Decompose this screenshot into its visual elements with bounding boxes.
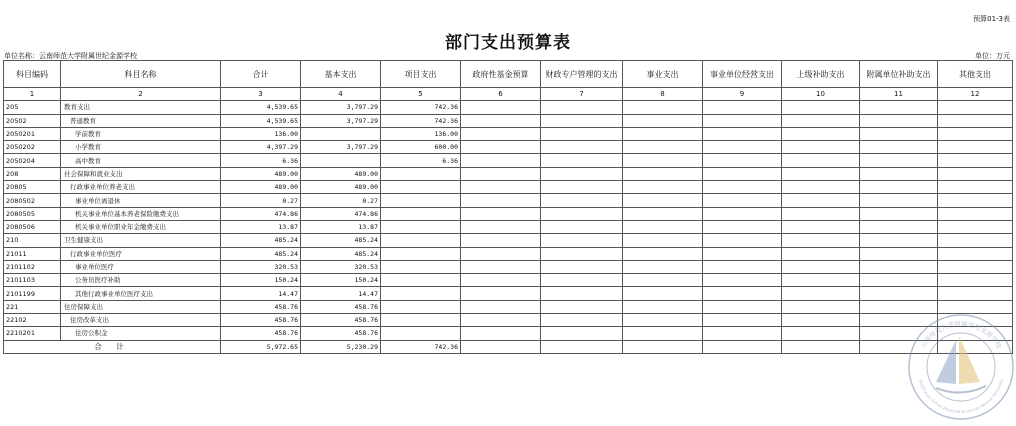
column-index: 12 — [938, 88, 1013, 101]
column-index: 4 — [301, 88, 381, 101]
empty-cell — [938, 260, 1013, 273]
empty-cell — [782, 287, 860, 300]
empty-cell — [782, 141, 860, 154]
project-expense-cell — [381, 220, 461, 233]
subject-name-cell: 住房改革支出 — [61, 314, 221, 327]
empty-cell — [860, 101, 938, 114]
empty-cell — [860, 247, 938, 260]
project-expense-cell: 136.00 — [381, 127, 461, 140]
empty-cell — [703, 340, 782, 353]
basic-expense-cell: 474.86 — [301, 207, 381, 220]
table-row — [4, 207, 1013, 220]
column-index: 8 — [623, 88, 703, 101]
subject-code-cell: 22102 — [4, 314, 61, 327]
empty-cell — [541, 247, 623, 260]
empty-cell — [541, 181, 623, 194]
table-row — [4, 234, 1013, 247]
empty-cell — [938, 141, 1013, 154]
empty-cell — [860, 260, 938, 273]
subject-name-cell: 事业单位离退休 — [61, 194, 221, 207]
empty-cell — [782, 274, 860, 287]
empty-cell — [623, 114, 703, 127]
total-cell: 458.76 — [221, 327, 301, 340]
empty-cell — [541, 300, 623, 313]
empty-cell — [461, 327, 541, 340]
empty-cell — [623, 274, 703, 287]
subject-name-cell: 行政事业单位医疗 — [61, 247, 221, 260]
empty-cell — [623, 287, 703, 300]
col-header-special-account: 财政专户管理的支出 — [541, 61, 623, 88]
header-row — [4, 61, 1013, 88]
empty-cell — [461, 314, 541, 327]
empty-cell — [703, 181, 782, 194]
empty-cell — [782, 181, 860, 194]
basic-expense-cell: 3,797.29 — [301, 101, 381, 114]
seal-bottom-text: Shijijinyuan School Attached to Yunnan Normal University — [918, 378, 1004, 414]
table-row — [4, 247, 1013, 260]
col-header-basic: 基本支出 — [301, 61, 381, 88]
empty-cell — [782, 127, 860, 140]
project-expense-cell — [381, 314, 461, 327]
col-header-affiliate-subsidy: 附属单位补助支出 — [860, 61, 938, 88]
empty-cell — [541, 167, 623, 180]
empty-cell — [782, 314, 860, 327]
empty-cell — [860, 141, 938, 154]
empty-cell — [703, 314, 782, 327]
basic-expense-cell: 458.76 — [301, 314, 381, 327]
empty-cell — [703, 220, 782, 233]
empty-cell — [541, 101, 623, 114]
total-cell: 14.47 — [221, 287, 301, 300]
table-row — [4, 220, 1013, 233]
empty-cell — [541, 327, 623, 340]
empty-cell — [703, 287, 782, 300]
subject-name-cell: 卫生健康支出 — [61, 234, 221, 247]
expenditure-budget-table — [3, 60, 1013, 354]
subject-name-cell: 高中教育 — [61, 154, 221, 167]
column-index: 2 — [61, 88, 221, 101]
sail-left-shape — [936, 340, 956, 384]
project-expense-cell — [381, 327, 461, 340]
project-expense-cell — [381, 234, 461, 247]
empty-cell — [623, 300, 703, 313]
basic-expense-cell: 0.27 — [301, 194, 381, 207]
empty-cell — [938, 194, 1013, 207]
empty-cell — [860, 220, 938, 233]
basic-expense-cell — [301, 127, 381, 140]
empty-cell — [703, 300, 782, 313]
basic-expense-cell: 485.24 — [301, 247, 381, 260]
empty-cell — [782, 220, 860, 233]
sail-right-shape — [959, 336, 980, 384]
empty-cell — [703, 207, 782, 220]
total-basic-cell: 5,230.29 — [301, 340, 381, 353]
empty-cell — [703, 260, 782, 273]
empty-cell — [461, 340, 541, 353]
empty-cell — [782, 167, 860, 180]
col-header-name: 科目名称 — [61, 61, 221, 88]
subject-code-cell: 2080505 — [4, 207, 61, 220]
empty-cell — [541, 207, 623, 220]
page-title: 部门支出预算表 — [445, 33, 571, 53]
basic-expense-cell — [301, 154, 381, 167]
unit-name-label: 单位名称：云南师范大学附属世纪金源学校 — [4, 52, 137, 60]
empty-cell — [860, 154, 938, 167]
empty-cell — [782, 154, 860, 167]
col-header-business-operation: 事业单位经营支出 — [703, 61, 782, 88]
empty-cell — [623, 247, 703, 260]
empty-cell — [623, 194, 703, 207]
basic-expense-cell: 458.76 — [301, 327, 381, 340]
subject-name-cell: 小学教育 — [61, 141, 221, 154]
column-index: 1 — [4, 88, 61, 101]
total-cell: 458.76 — [221, 300, 301, 313]
col-header-undertaking: 事业支出 — [623, 61, 703, 88]
empty-cell — [782, 101, 860, 114]
empty-cell — [461, 154, 541, 167]
form-number: 预算01-3表 — [973, 15, 1010, 23]
column-index: 3 — [221, 88, 301, 101]
empty-cell — [782, 327, 860, 340]
empty-cell — [938, 247, 1013, 260]
subject-code-cell: 21011 — [4, 247, 61, 260]
column-index: 5 — [381, 88, 461, 101]
empty-cell — [860, 287, 938, 300]
project-expense-cell — [381, 194, 461, 207]
subject-code-cell: 2080506 — [4, 220, 61, 233]
table-row — [4, 314, 1013, 327]
total-cell: 485.24 — [221, 234, 301, 247]
boat-hull-shape — [936, 386, 986, 393]
empty-cell — [461, 167, 541, 180]
empty-cell — [938, 181, 1013, 194]
project-expense-cell — [381, 300, 461, 313]
empty-cell — [623, 327, 703, 340]
project-expense-cell — [381, 274, 461, 287]
empty-cell — [703, 114, 782, 127]
empty-cell — [623, 207, 703, 220]
empty-cell — [782, 114, 860, 127]
empty-cell — [782, 340, 860, 353]
empty-cell — [461, 234, 541, 247]
empty-cell — [703, 194, 782, 207]
total-cell: 320.53 — [221, 260, 301, 273]
column-index: 9 — [703, 88, 782, 101]
empty-cell — [623, 340, 703, 353]
project-expense-cell: 600.00 — [381, 141, 461, 154]
empty-cell — [703, 327, 782, 340]
subject-name-cell: 社会保障和就业支出 — [61, 167, 221, 180]
currency-unit-label: 单位：万元 — [975, 52, 1010, 60]
subject-name-cell: 其他行政事业单位医疗支出 — [61, 287, 221, 300]
empty-cell — [703, 154, 782, 167]
empty-cell — [703, 247, 782, 260]
empty-cell — [703, 234, 782, 247]
empty-cell — [623, 167, 703, 180]
empty-cell — [703, 274, 782, 287]
empty-cell — [860, 127, 938, 140]
empty-cell — [461, 114, 541, 127]
empty-cell — [541, 314, 623, 327]
table-row — [4, 194, 1013, 207]
total-sum-cell: 5,972.65 — [221, 340, 301, 353]
empty-cell — [938, 154, 1013, 167]
empty-cell — [938, 101, 1013, 114]
empty-cell — [541, 234, 623, 247]
empty-cell — [860, 194, 938, 207]
subject-code-cell: 2101199 — [4, 287, 61, 300]
table-row — [4, 167, 1013, 180]
subject-name-cell: 住房保障支出 — [61, 300, 221, 313]
total-label: 合 计 — [4, 340, 221, 353]
empty-cell — [782, 300, 860, 313]
table-row — [4, 274, 1013, 287]
column-index: 7 — [541, 88, 623, 101]
subject-code-cell: 205 — [4, 101, 61, 114]
subject-name-cell: 公务员医疗补助 — [61, 274, 221, 287]
empty-cell — [782, 194, 860, 207]
subject-code-cell: 2101102 — [4, 260, 61, 273]
subject-name-cell: 普通教育 — [61, 114, 221, 127]
empty-cell — [623, 154, 703, 167]
subject-code-cell: 2050201 — [4, 127, 61, 140]
empty-cell — [541, 340, 623, 353]
table-row — [4, 287, 1013, 300]
empty-cell — [623, 141, 703, 154]
total-project-cell: 742.36 — [381, 340, 461, 353]
column-index-row — [4, 88, 1013, 101]
empty-cell — [938, 234, 1013, 247]
empty-cell — [461, 127, 541, 140]
empty-cell — [938, 127, 1013, 140]
total-cell: 4,539.65 — [221, 114, 301, 127]
col-header-project: 项目支出 — [381, 61, 461, 88]
col-header-other: 其他支出 — [938, 61, 1013, 88]
subject-code-cell: 210 — [4, 234, 61, 247]
table-row — [4, 101, 1013, 114]
project-expense-cell: 6.36 — [381, 154, 461, 167]
empty-cell — [860, 114, 938, 127]
subject-code-cell: 2210201 — [4, 327, 61, 340]
subject-name-cell: 教育支出 — [61, 101, 221, 114]
subject-code-cell: 208 — [4, 167, 61, 180]
total-cell: 458.76 — [221, 314, 301, 327]
table-row — [4, 154, 1013, 167]
basic-expense-cell: 3,797.29 — [301, 141, 381, 154]
empty-cell — [623, 101, 703, 114]
empty-cell — [703, 141, 782, 154]
empty-cell — [703, 167, 782, 180]
empty-cell — [541, 274, 623, 287]
basic-expense-cell: 458.76 — [301, 300, 381, 313]
empty-cell — [461, 300, 541, 313]
subject-name-cell: 机关事业单位基本养老保险缴费支出 — [61, 207, 221, 220]
empty-cell — [461, 260, 541, 273]
total-cell: 489.00 — [221, 181, 301, 194]
subject-code-cell: 20805 — [4, 181, 61, 194]
empty-cell — [541, 141, 623, 154]
empty-cell — [541, 194, 623, 207]
empty-cell — [623, 234, 703, 247]
project-expense-cell — [381, 247, 461, 260]
empty-cell — [623, 181, 703, 194]
empty-cell — [541, 260, 623, 273]
table-row — [4, 114, 1013, 127]
basic-expense-cell: 3,797.29 — [301, 114, 381, 127]
basic-expense-cell: 320.53 — [301, 260, 381, 273]
total-cell: 4,539.65 — [221, 101, 301, 114]
col-header-superior-subsidy: 上级补助支出 — [782, 61, 860, 88]
col-header-code: 科目编码 — [4, 61, 61, 88]
total-cell: 6.36 — [221, 154, 301, 167]
subject-code-cell: 221 — [4, 300, 61, 313]
empty-cell — [782, 247, 860, 260]
col-header-total: 合计 — [221, 61, 301, 88]
total-cell: 4,397.29 — [221, 141, 301, 154]
empty-cell — [461, 207, 541, 220]
column-index: 11 — [860, 88, 938, 101]
project-expense-cell — [381, 181, 461, 194]
subject-code-cell: 2050202 — [4, 141, 61, 154]
empty-cell — [623, 220, 703, 233]
basic-expense-cell: 489.00 — [301, 181, 381, 194]
subject-name-cell: 学前教育 — [61, 127, 221, 140]
empty-cell — [938, 287, 1013, 300]
empty-cell — [461, 220, 541, 233]
subject-name-cell: 行政事业单位养老支出 — [61, 181, 221, 194]
project-expense-cell — [381, 287, 461, 300]
total-cell: 474.86 — [221, 207, 301, 220]
empty-cell — [541, 220, 623, 233]
subject-code-cell: 2080502 — [4, 194, 61, 207]
subject-name-cell: 机关事业单位职业年金缴费支出 — [61, 220, 221, 233]
total-cell: 150.24 — [221, 274, 301, 287]
basic-expense-cell: 14.47 — [301, 287, 381, 300]
empty-cell — [461, 141, 541, 154]
seal-top-text: 云南师范大学附属世纪金源学校 — [918, 319, 1004, 350]
table-row — [4, 127, 1013, 140]
empty-cell — [703, 101, 782, 114]
empty-cell — [623, 127, 703, 140]
table-row — [4, 260, 1013, 273]
empty-cell — [860, 181, 938, 194]
empty-cell — [703, 127, 782, 140]
basic-expense-cell: 489.00 — [301, 167, 381, 180]
table-row — [4, 181, 1013, 194]
school-seal-watermark — [906, 312, 1016, 422]
empty-cell — [938, 167, 1013, 180]
project-expense-cell — [381, 207, 461, 220]
empty-cell — [461, 287, 541, 300]
empty-cell — [623, 260, 703, 273]
empty-cell — [461, 247, 541, 260]
empty-cell — [860, 274, 938, 287]
table-row — [4, 327, 1013, 340]
empty-cell — [541, 114, 623, 127]
empty-cell — [938, 207, 1013, 220]
empty-cell — [541, 287, 623, 300]
empty-cell — [782, 207, 860, 220]
empty-cell — [782, 234, 860, 247]
empty-cell — [782, 260, 860, 273]
basic-expense-cell: 485.24 — [301, 234, 381, 247]
project-expense-cell: 742.36 — [381, 114, 461, 127]
empty-cell — [461, 274, 541, 287]
total-cell: 136.00 — [221, 127, 301, 140]
empty-cell — [860, 234, 938, 247]
table-row — [4, 141, 1013, 154]
empty-cell — [938, 220, 1013, 233]
project-expense-cell: 742.36 — [381, 101, 461, 114]
empty-cell — [938, 114, 1013, 127]
column-index: 6 — [461, 88, 541, 101]
column-index: 10 — [782, 88, 860, 101]
total-cell: 13.87 — [221, 220, 301, 233]
empty-cell — [860, 207, 938, 220]
subject-code-cell: 20502 — [4, 114, 61, 127]
total-cell: 485.24 — [221, 247, 301, 260]
empty-cell — [860, 167, 938, 180]
table-row — [4, 300, 1013, 313]
subject-code-cell: 2101103 — [4, 274, 61, 287]
empty-cell — [461, 194, 541, 207]
empty-cell — [938, 274, 1013, 287]
subject-code-cell: 2050204 — [4, 154, 61, 167]
empty-cell — [461, 101, 541, 114]
empty-cell — [623, 314, 703, 327]
col-header-gov-fund: 政府性基金预算 — [461, 61, 541, 88]
total-cell: 0.27 — [221, 194, 301, 207]
empty-cell — [461, 181, 541, 194]
empty-cell — [541, 127, 623, 140]
basic-expense-cell: 150.24 — [301, 274, 381, 287]
table-body — [4, 101, 1013, 340]
basic-expense-cell: 13.87 — [301, 220, 381, 233]
subject-name-cell: 事业单位医疗 — [61, 260, 221, 273]
empty-cell — [541, 154, 623, 167]
project-expense-cell — [381, 167, 461, 180]
total-row — [4, 340, 1013, 353]
project-expense-cell — [381, 260, 461, 273]
subject-name-cell: 住房公积金 — [61, 327, 221, 340]
total-cell: 489.00 — [221, 167, 301, 180]
